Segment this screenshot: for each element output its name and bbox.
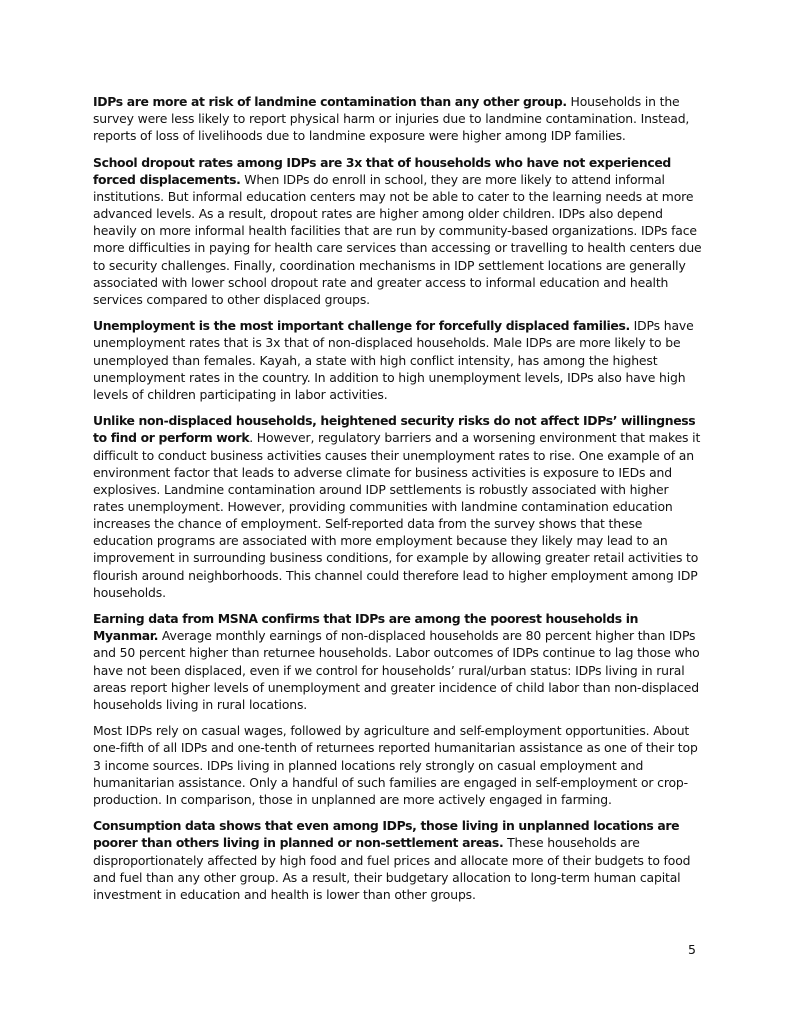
paragraph-landmine-risk	[93, 93, 703, 144]
page-body	[93, 93, 703, 912]
paragraph-income-sources	[93, 722, 703, 808]
paragraph-body: . However, regulatory barriers and a worsening environment that makes it difficult to conduct business activities causes their unemployment rates to rise. One example of an environment factor that leads to adverse climate for business activities is exposure to IEDs and explosives. Landmine contamination around IDP settlements is robustly associated with higher rates unemployment. However, providing communities with landmine contamination education increases the chance of employment. Self-reported data from the survey shows that these education programs are associated with more employment because they likely may lead to an improvement in surrounding business conditions, for example by allowing greater retail activities to flourish around neighborhoods. This channel could therefore lead to higher employment among IDP households.	[93, 430, 701, 600]
paragraph-lead: Unemployment is the most important challenge for forcefully displaced families.	[93, 318, 630, 334]
page-number: 5	[688, 942, 696, 957]
paragraph-body: IDPs have unemployment rates that is 3x that of non-displaced households. Male IDPs are more likely to be unemployed than females. Kayah, a state with high conflict intensity, has among the highest unemployment rates in the country. In addition to high unemployment levels, IDPs also have high levels of children participating in labor activities.	[93, 318, 694, 402]
paragraph-lead: Consumption data shows that even among IDPs, those living in unplanned locations are poorer than others living in planned or non-settlement areas.	[93, 818, 680, 851]
paragraph-lead: Earning data from MSNA confirms that IDPs are among the poorest households in Myanmar.	[93, 611, 639, 644]
paragraph-consumption	[93, 817, 703, 903]
paragraph-lead: IDPs are more at risk of landmine contamination than any other group.	[93, 94, 567, 109]
paragraph-body: When IDPs do enroll in school, they are more likely to attend informal institutions. But informal education centers may not be able to cater to the learning needs at more advanced levels. As a result, dropout rates are higher among older children. IDPs also depend heavily on more informal health facilities that are run by community-based organizations. IDPs face more difficulties in paying for health care services than accessing or travelling to health centers due to security challenges. Finally, coordination mechanisms in IDP settlement locations are generally associated with lower school dropout rate and greater access to informal education and health services compared to other displaced groups.	[93, 171, 702, 307]
paragraph-security-risks	[93, 412, 703, 601]
paragraph-lead: School dropout rates among IDPs are 3x that of households who have not experienced forced displacements.	[93, 154, 671, 187]
paragraph-body: Households in the survey were less likely to report physical harm or injuries due to landmine contamination. Instead, reports of loss of livelihoods due to landmine exposure were higher among IDP families.	[93, 94, 690, 144]
paragraph-body: These households are disproportionately affected by high food and fuel prices and allocate more of their budgets to food and fuel than any other group. As a result, their budgetary allocation to long-term human capital investment in education and health is lower than other groups.	[93, 835, 691, 902]
paragraph-unemployment	[93, 317, 703, 403]
paragraph-earnings	[93, 610, 703, 713]
paragraph-body: Average monthly earnings of non-displaced households are 80 percent higher than IDPs and 50 percent higher than returnee households. Labor outcomes of IDPs continue to lag those who have not been displaced, even if we control for households’ rural/urban status: IDPs living in rural areas report higher levels of unemployment and greater incidence of child labor than non-displaced households living in rural locations.	[93, 628, 700, 712]
paragraph-body: Most IDPs rely on casual wages, followed by agriculture and self-employment opportunities. About one-fifth of all IDPs and one-tenth of returnees reported humanitarian assistance as one of their top 3 income sources. IDPs living in planned locations rely strongly on casual employment and humanitarian assistance. Only a handful of such families are engaged in self-employment or crop-production. In comparison, those in unplanned are more actively engaged in farming.	[93, 723, 698, 807]
paragraph-school-dropout	[93, 154, 703, 308]
paragraph-lead: Unlike non-displaced households, heightened security risks do not affect IDPs’ willingness to find or perform work	[93, 413, 696, 446]
